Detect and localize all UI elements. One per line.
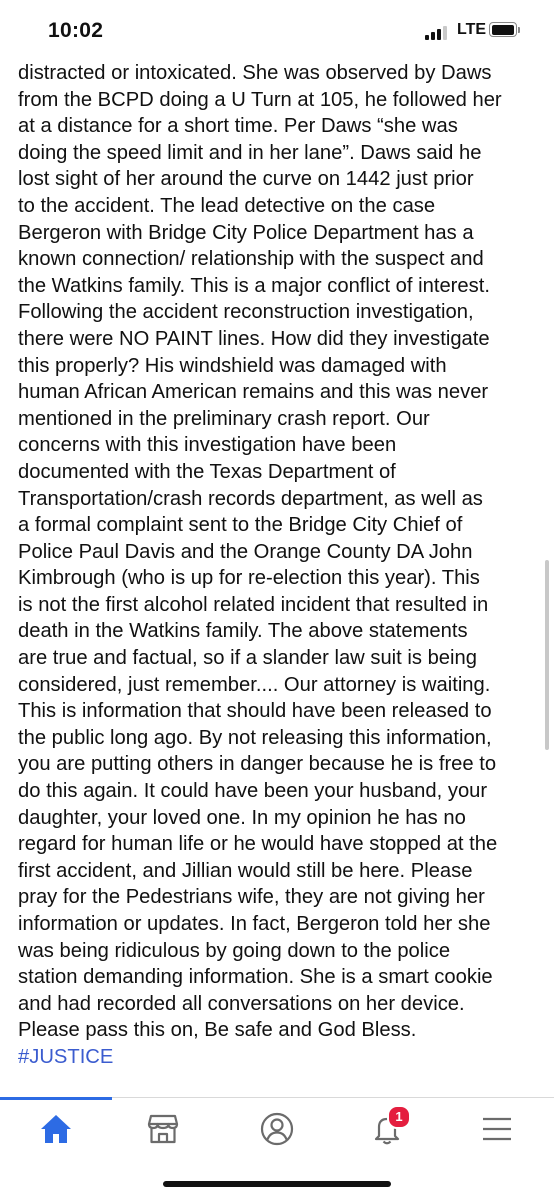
battery-icon [489, 22, 521, 38]
status-time: 10:02 [48, 19, 104, 42]
post-text-line: daughter, your loved one. In my opinion he has no [18, 806, 466, 829]
post-text-line: human African American remains and this was never [18, 381, 489, 404]
notification-badge: 1 [387, 1105, 411, 1129]
post-text-line: Following the accident reconstruction investigation, [18, 301, 474, 324]
post-text-line: Police Paul Davis and the Orange County DA John [18, 540, 473, 563]
scrollbar-thumb[interactable] [545, 560, 549, 750]
hashtag-link[interactable]: #JUSTICE [18, 1045, 114, 1068]
post-text-line: considered, just remember.... Our attorney is waiting. [18, 673, 491, 696]
post-text-line: to the accident. The lead detective on the case [18, 194, 436, 217]
tab-menu[interactable] [467, 1106, 527, 1152]
post-text-line: station demanding information. She is a smart cookie [18, 966, 493, 989]
post-text-line: doing the speed limit and in her lane”. Daws said he [18, 141, 482, 164]
post-text-line: first accident, and Jillian would still be here. Please [18, 859, 473, 882]
home-indicator [163, 1181, 391, 1187]
post-text-line: information or updates. In fact, Bergeron told her she [18, 913, 491, 935]
profile-icon [260, 1112, 294, 1146]
post-text-line: you are putting others in danger because he is free to [18, 753, 497, 776]
post-text-line: regard for human life or he would have stopped at the [18, 833, 498, 856]
tab-home[interactable] [26, 1106, 86, 1152]
post-text-line: was being ridiculous by going down to the police [18, 939, 451, 962]
menu-icon [481, 1115, 513, 1143]
post-text-line: documented with the Texas Department of [18, 460, 396, 483]
post-text-line: at a distance for a short time. Per Daws “she was [18, 115, 458, 138]
marketplace-icon [146, 1113, 180, 1145]
tab-profile[interactable] [247, 1106, 307, 1152]
post-text-line: there were NO PAINT lines. How did they investigate [18, 327, 490, 350]
post-text-line: Kimbrough (who is up for re-election this year). This [18, 567, 480, 590]
post-text-line: the public long ago. By not releasing this information, [18, 726, 492, 749]
post-text-line: do this again. It could have been your husband, your [18, 780, 488, 803]
post-text-line: and had recorded all conversations on her device. [18, 992, 465, 1015]
post-text-line: Bergeron with Bridge City Police Department has a [18, 221, 474, 244]
post-text-line: this properly? His windshield was damaged with [18, 354, 447, 377]
tab-marketplace[interactable] [133, 1106, 193, 1152]
status-bar [0, 0, 554, 60]
post-text-line: are true and factual, so if a slander law suit is being [18, 647, 477, 670]
post-text-line: from the BCPD doing a U Turn at 105, he followed her [18, 88, 502, 111]
network-type: LTE [457, 21, 487, 38]
post-text-line: known connection/ relationship with the suspect and [18, 248, 484, 271]
post-text-line: Transportation/crash records department, as well as [18, 487, 483, 510]
post-text-line: distracted or intoxicated. She was observed by Daws [18, 62, 492, 84]
post-text-line: the Watkins family. This is a major conflict of interest. [18, 274, 490, 297]
bottom-tab-bar [0, 1100, 554, 1158]
post-text-line: mentioned in the preliminary crash report. Our [18, 407, 430, 430]
post-text-line: a formal complaint sent to the Bridge City Chief of [18, 514, 463, 537]
post-text-line: Please pass this on, Be safe and God Bless. [18, 1019, 417, 1042]
post-body [18, 60, 543, 1071]
post-text-line: lost sight of her around the curve on 1442 just prior [18, 168, 474, 191]
post-text-line: pray for the Pedestrians wife, they are not giving her [18, 886, 485, 909]
home-icon [39, 1113, 73, 1145]
tab-notifications[interactable] [357, 1106, 417, 1152]
post-text-line: concerns with this investigation have been [18, 434, 397, 457]
post-text-line: is not the first alcohol related incident that resulted in [18, 593, 489, 616]
cellular-signal-icon [425, 26, 451, 40]
post-text-line: death in the Watkins family. The above statements [18, 620, 468, 643]
post-text-line: This is information that should have been released to [18, 700, 492, 723]
